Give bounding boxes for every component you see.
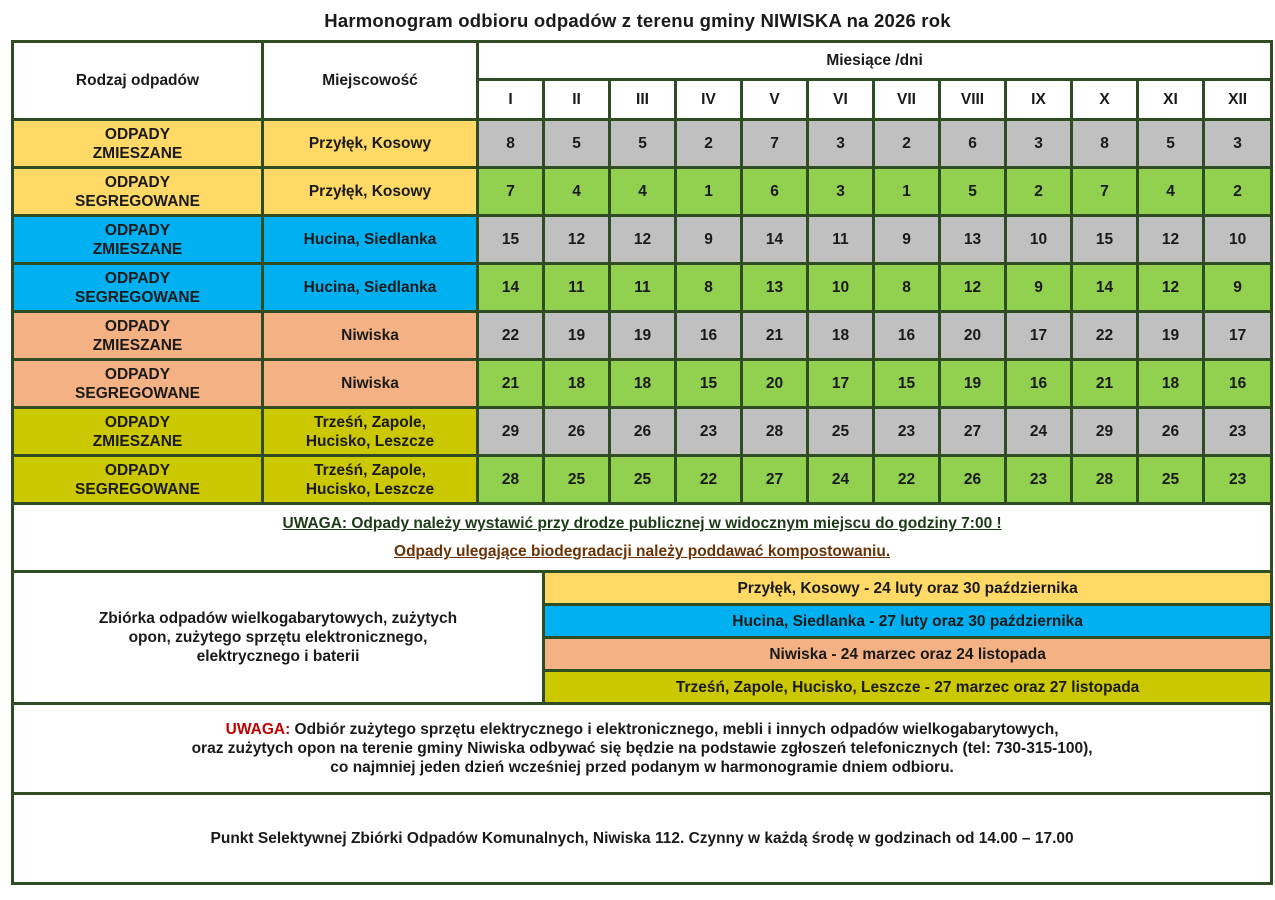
day-cell: 22 (874, 456, 940, 504)
bulky-date-cell: Niwiska - 24 marzec oraz 24 listopada (544, 638, 1272, 671)
day-cell: 17 (1204, 312, 1272, 360)
waste-type-line2: SEGREGOWANE (75, 288, 200, 306)
waste-type-line2: ZMIESZANE (92, 144, 183, 162)
locality-cell (263, 312, 478, 360)
waste-type-cell (13, 168, 263, 216)
waste-type-line1: ODPADY (104, 173, 171, 191)
day-cell: 25 (808, 408, 874, 456)
waste-type-line1: ODPADY (104, 413, 171, 431)
day-cell: 11 (544, 264, 610, 312)
day-cell: 23 (874, 408, 940, 456)
day-cell: 16 (874, 312, 940, 360)
day-cell: 5 (1138, 120, 1204, 168)
day-cell: 7 (478, 168, 544, 216)
bulky-label-cell (13, 572, 544, 704)
day-cell: 9 (874, 216, 940, 264)
day-cell: 3 (808, 120, 874, 168)
schedule-row (13, 312, 1272, 360)
day-cell: 21 (1072, 360, 1138, 408)
schedule-row (13, 168, 1272, 216)
day-cell: 16 (1006, 360, 1072, 408)
waste-type-line1: ODPADY (104, 461, 171, 479)
day-cell: 5 (544, 120, 610, 168)
month-header-8: VIII (940, 80, 1006, 120)
day-cell: 2 (874, 120, 940, 168)
day-cell: 17 (1006, 312, 1072, 360)
day-cell: 12 (544, 216, 610, 264)
day-cell: 26 (544, 408, 610, 456)
month-header-10: X (1072, 80, 1138, 120)
day-cell: 10 (808, 264, 874, 312)
day-cell: 13 (742, 264, 808, 312)
locality-line1: Przyłęk, Kosowy (308, 135, 432, 152)
locality-line1: Trześń, Zapole, (314, 461, 426, 479)
day-cell: 13 (940, 216, 1006, 264)
month-header-3: III (610, 80, 676, 120)
day-cell: 29 (1072, 408, 1138, 456)
waste-type-line1: ODPADY (104, 269, 171, 287)
day-cell: 7 (742, 120, 808, 168)
waste-type-line2: SEGREGOWANE (75, 192, 200, 210)
day-cell: 2 (1204, 168, 1272, 216)
day-cell: 19 (1138, 312, 1204, 360)
header-locality: Miejscowość (263, 42, 478, 120)
pszok-cell: Punkt Selektywnej Zbiórki Odpadów Komunalnych, Niwiska 112. Czynny w każdą środę w godzinach od 14.00 – 17.00 (13, 794, 1272, 884)
day-cell: 19 (940, 360, 1006, 408)
day-cell: 15 (1072, 216, 1138, 264)
month-header-6: VI (808, 80, 874, 120)
day-cell: 27 (940, 408, 1006, 456)
day-cell: 2 (676, 120, 742, 168)
locality-cell (263, 264, 478, 312)
placement-note: UWAGA: Odpady należy wystawić przy drodze publicznej w widocznym miejscu do godziny 7:00 ! (282, 515, 1002, 532)
day-cell: 25 (610, 456, 676, 504)
day-cell: 8 (676, 264, 742, 312)
locality-line1: Hucina, Siedlanka (303, 231, 437, 248)
day-cell: 22 (1072, 312, 1138, 360)
waste-type-cell (13, 264, 263, 312)
day-cell: 29 (478, 408, 544, 456)
day-cell: 21 (742, 312, 808, 360)
day-cell: 18 (808, 312, 874, 360)
day-cell: 23 (1006, 456, 1072, 504)
schedule-row (13, 264, 1272, 312)
waste-type-cell (13, 456, 263, 504)
day-cell: 18 (544, 360, 610, 408)
bulky-date-cell: Hucina, Siedlanka - 27 luty oraz 30 października (544, 605, 1272, 638)
day-cell: 12 (1138, 264, 1204, 312)
day-cell: 24 (1006, 408, 1072, 456)
day-cell: 4 (544, 168, 610, 216)
day-cell: 26 (940, 456, 1006, 504)
day-cell: 3 (1006, 120, 1072, 168)
day-cell: 22 (676, 456, 742, 504)
locality-cell (263, 168, 478, 216)
locality-cell (263, 456, 478, 504)
day-cell: 3 (1204, 120, 1272, 168)
warning-label: UWAGA: (225, 721, 291, 738)
day-cell: 19 (544, 312, 610, 360)
waste-type-cell (13, 408, 263, 456)
day-cell: 4 (610, 168, 676, 216)
month-header-11: XI (1138, 80, 1204, 120)
day-cell: 15 (874, 360, 940, 408)
day-cell: 1 (874, 168, 940, 216)
locality-line2: Hucisko, Leszcze (305, 480, 435, 498)
month-header-7: VII (874, 80, 940, 120)
day-cell: 14 (1072, 264, 1138, 312)
locality-line1: Hucina, Siedlanka (303, 279, 437, 296)
bulky-label-line1: Zbiórka odpadów wielkogabarytowych, zużytych (98, 610, 458, 627)
bulky-date-cell: Przyłęk, Kosowy - 24 luty oraz 30 października (544, 572, 1272, 605)
day-cell: 14 (742, 216, 808, 264)
day-cell: 28 (1072, 456, 1138, 504)
day-cell: 1 (676, 168, 742, 216)
day-cell: 25 (544, 456, 610, 504)
month-header-1: I (478, 80, 544, 120)
bulky-date-cell: Trześń, Zapole, Hucisko, Leszcze - 27 marzec oraz 27 listopada (544, 671, 1272, 704)
day-cell: 8 (478, 120, 544, 168)
locality-cell (263, 408, 478, 456)
locality-line1: Trześń, Zapole, (314, 413, 426, 431)
month-header-4: IV (676, 80, 742, 120)
day-cell: 12 (610, 216, 676, 264)
day-cell: 9 (1006, 264, 1072, 312)
waste-type-line1: ODPADY (104, 317, 171, 335)
waste-type-cell (13, 120, 263, 168)
day-cell: 23 (1204, 456, 1272, 504)
day-cell: 4 (1138, 168, 1204, 216)
day-cell: 5 (610, 120, 676, 168)
day-cell: 8 (874, 264, 940, 312)
schedule-row (13, 360, 1272, 408)
day-cell: 12 (1138, 216, 1204, 264)
waste-type-line2: SEGREGOWANE (75, 384, 200, 402)
month-header-9: IX (1006, 80, 1072, 120)
waste-type-line1: ODPADY (104, 221, 171, 239)
day-cell: 7 (1072, 168, 1138, 216)
notes-cell (13, 504, 1272, 572)
day-cell: 22 (478, 312, 544, 360)
waste-type-cell (13, 360, 263, 408)
waste-type-line2: SEGREGOWANE (75, 480, 200, 498)
waste-type-line1: ODPADY (104, 365, 171, 383)
day-cell: 20 (742, 360, 808, 408)
day-cell: 9 (1204, 264, 1272, 312)
day-cell: 23 (1204, 408, 1272, 456)
month-header-5: V (742, 80, 808, 120)
locality-cell (263, 120, 478, 168)
waste-type-line2: ZMIESZANE (92, 432, 183, 450)
compost-note: Odpady ulegające biodegradacji należy poddawać kompostowaniu. (394, 543, 891, 560)
day-cell: 5 (940, 168, 1006, 216)
locality-cell (263, 360, 478, 408)
day-cell: 26 (1138, 408, 1204, 456)
schedule-row (13, 120, 1272, 168)
header-months: Miesiące /dni (478, 42, 1272, 80)
bulky-label-line2: opon, zużytego sprzętu elektronicznego, (128, 629, 428, 646)
header-type: Rodzaj odpadów (13, 42, 263, 120)
day-cell: 28 (478, 456, 544, 504)
day-cell: 20 (940, 312, 1006, 360)
locality-cell (263, 216, 478, 264)
day-cell: 14 (478, 264, 544, 312)
day-cell: 11 (808, 216, 874, 264)
page-title: Harmonogram odbioru odpadów z terenu gminy NIWISKA na 2026 rok (324, 10, 951, 31)
day-cell: 19 (610, 312, 676, 360)
waste-type-cell (13, 216, 263, 264)
day-cell: 25 (1138, 456, 1204, 504)
day-cell: 16 (1204, 360, 1272, 408)
day-cell: 21 (478, 360, 544, 408)
day-cell: 6 (940, 120, 1006, 168)
warning-line2: oraz zużytych opon na terenie gminy Niwiska odbywać się będzie na podstawie zgłoszeń telefonicznych (tel: 730-315-100), (191, 740, 1093, 757)
day-cell: 12 (940, 264, 1006, 312)
day-cell: 23 (676, 408, 742, 456)
day-cell: 10 (1204, 216, 1272, 264)
day-cell: 27 (742, 456, 808, 504)
month-header-12: XII (1204, 80, 1272, 120)
waste-type-cell (13, 312, 263, 360)
day-cell: 17 (808, 360, 874, 408)
schedule-table (11, 40, 1273, 885)
locality-line1: Niwiska (341, 327, 399, 344)
waste-type-line1: ODPADY (104, 125, 171, 143)
day-cell: 18 (1138, 360, 1204, 408)
day-cell: 6 (742, 168, 808, 216)
day-cell: 11 (610, 264, 676, 312)
waste-type-line2: ZMIESZANE (92, 336, 183, 354)
day-cell: 24 (808, 456, 874, 504)
day-cell: 9 (676, 216, 742, 264)
day-cell: 2 (1006, 168, 1072, 216)
day-cell: 8 (1072, 120, 1138, 168)
day-cell: 28 (742, 408, 808, 456)
month-header-2: II (544, 80, 610, 120)
day-cell: 10 (1006, 216, 1072, 264)
locality-line1: Przyłęk, Kosowy (308, 183, 432, 200)
day-cell: 16 (676, 312, 742, 360)
locality-line1: Niwiska (341, 375, 399, 392)
warning-line1: Odbiór zużytego sprzętu elektrycznego i elektronicznego, mebli i innych odpadów wielkogabarytowych, (290, 721, 1059, 738)
schedule-row (13, 408, 1272, 456)
locality-line2: Hucisko, Leszcze (305, 432, 435, 450)
day-cell: 3 (808, 168, 874, 216)
schedule-row (13, 456, 1272, 504)
day-cell: 15 (676, 360, 742, 408)
waste-type-line2: ZMIESZANE (92, 240, 183, 258)
bulky-label-line3: elektrycznego i baterii (196, 648, 360, 665)
day-cell: 18 (610, 360, 676, 408)
day-cell: 26 (610, 408, 676, 456)
schedule-row (13, 216, 1272, 264)
warning-cell (13, 704, 1272, 794)
day-cell: 15 (478, 216, 544, 264)
warning-line3: co najmniej jeden dzień wcześniej przed podanym w harmonogramie dniem odbioru. (330, 759, 954, 776)
